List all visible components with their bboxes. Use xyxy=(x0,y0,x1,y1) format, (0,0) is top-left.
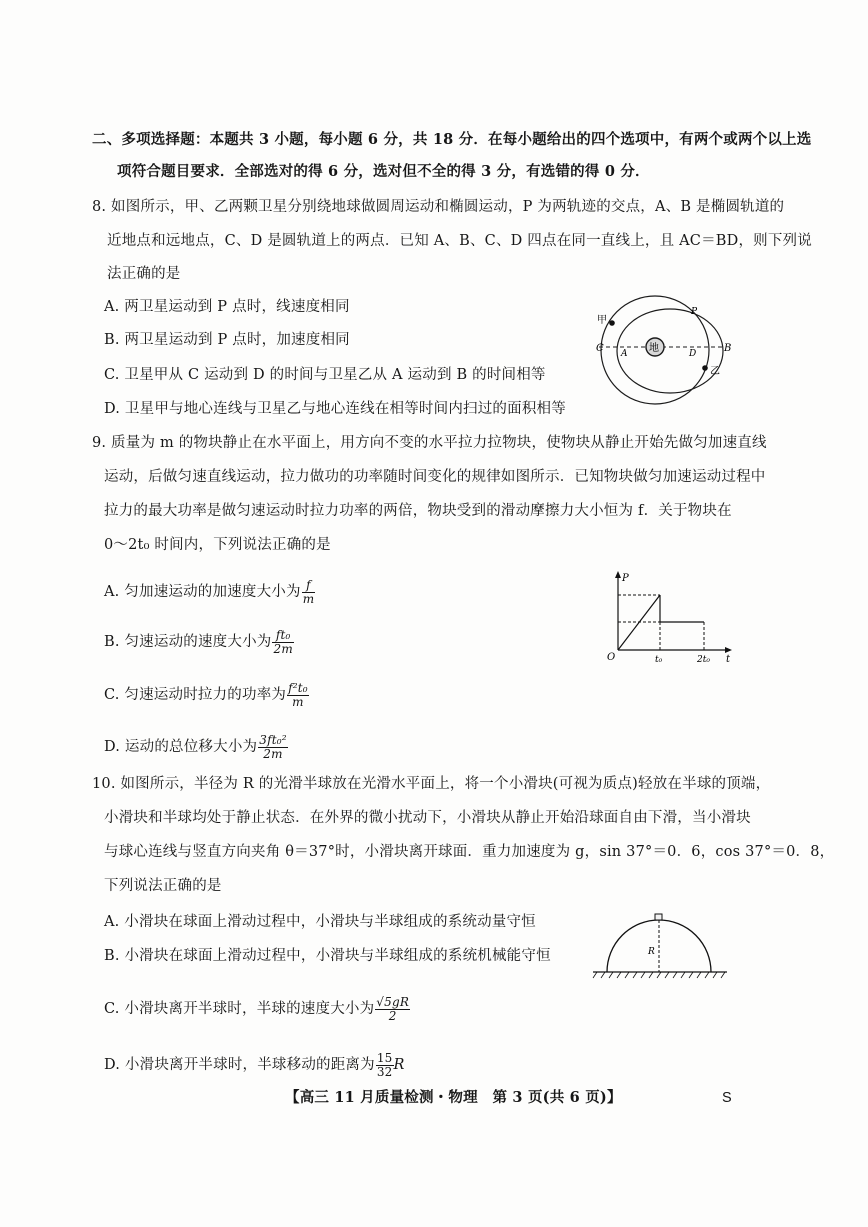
q8-option-a: A. 两卫星运动到 P 点时，线速度相同 xyxy=(104,299,350,315)
fraction-numerator: 15 xyxy=(376,1051,393,1065)
origin-label: O xyxy=(607,652,616,663)
q8-stem-line2: 近地点和远地点，C、D 是圆轨道上的两点．已知 A、B、C、D 四点在同一直线上，且 AC＝BD，则下列说 xyxy=(107,233,812,249)
fraction-denominator: 32 xyxy=(376,1064,393,1079)
q10-option-b: B. 小滑块在球面上滑动过程中，小滑块与半球组成的系统机械能守恒 xyxy=(104,948,551,964)
axis-label-p: P xyxy=(622,573,629,584)
q10-option-c-fraction xyxy=(375,996,410,1022)
fraction-denominator: 2m xyxy=(263,746,283,761)
earth-label: 地 xyxy=(649,343,659,354)
q9-stem-line1: 9. 质量为 m 的物块静止在水平面上，用方向不变的水平拉力拉物块，使物块从静止开始先做匀加速直线 xyxy=(92,435,767,451)
q8-option-d: D. 卫星甲与地心连线与卫星乙与地心连线在相等时间内扫过的面积相等 xyxy=(104,401,566,417)
q10-option-a: A. 小滑块在球面上滑动过程中，小滑块与半球组成的系统动量守恒 xyxy=(104,914,536,930)
label-c: C xyxy=(596,343,604,354)
q9-option-a-fraction xyxy=(302,579,316,605)
q9-stem-line2: 运动，后做匀速直线运动，拉力做功的功率随时间变化的规律如图所示．已知物块做匀加速运动过程中 xyxy=(104,469,766,485)
q10-option-d-fraction xyxy=(376,1052,394,1078)
y-axis-arrow-icon xyxy=(615,571,621,578)
q8-option-b: B. 两卫星运动到 P 点时，加速度相同 xyxy=(104,332,350,348)
fraction-numerator: ft₀ xyxy=(272,629,293,643)
label-yi: 乙 xyxy=(710,366,720,377)
q8-option-c: C. 卫星甲从 C 运动到 D 的时间与卫星乙从 A 运动到 B 的时间相等 xyxy=(104,367,546,383)
label-jia: 甲 xyxy=(597,315,607,326)
tick-label-t0: t₀ xyxy=(655,655,663,665)
fraction-numerator: f²t₀ xyxy=(288,681,308,695)
q9-option-b-fraction xyxy=(272,629,293,655)
fraction-denominator: 2 xyxy=(388,1008,397,1023)
fraction-numerator: √5gR xyxy=(376,995,410,1009)
q10-stem-line2: 小滑块和半球均处于静止状态．在外界的微小扰动下，小滑块从静止开始沿球面自由下滑，当小滑块 xyxy=(104,810,751,826)
slider-block-icon xyxy=(655,914,662,920)
x-axis-arrow-icon xyxy=(725,647,732,653)
power-time-graph xyxy=(598,568,738,668)
radius-label: R xyxy=(648,947,655,957)
fraction-denominator: m xyxy=(292,694,304,709)
q10-option-d-tail: R xyxy=(393,1057,405,1074)
label-d: D xyxy=(689,349,697,359)
q9-option-a-text: A. 匀加速运动的加速度大小为 xyxy=(104,584,301,601)
q10-option-d xyxy=(104,1052,405,1078)
q10-stem-line1: 10. 如图所示，半径为 R 的光滑半球放在光滑水平面上，将一个小滑块(可视为质点)轻放在半球的顶端， xyxy=(92,776,771,792)
label-p: P xyxy=(691,307,698,317)
q9-stem-line3: 拉力的最大功率是做匀速运动时拉力功率的两倍，物块受到的滑动摩擦力大小恒为 f．关于物块在 xyxy=(104,503,732,519)
q9-option-d-text: D. 运动的总位移大小为 xyxy=(104,739,258,756)
q10-stem-line4: 下列说法正确的是 xyxy=(104,878,222,894)
page-footer: 【高三 11 月质量检测・物理 第 3 页(共 6 页)】 xyxy=(285,1089,622,1106)
fraction-denominator: 2m xyxy=(273,641,293,656)
section-header-line1: 二、多项选择题：本题共 3 小题，每小题 6 分，共 18 分．在每小题给出的四个选项中，有两个或两个以上选 xyxy=(92,131,812,148)
fraction-numerator: f xyxy=(302,579,316,593)
label-a: A xyxy=(621,349,628,359)
page-code: S xyxy=(722,1090,732,1106)
q9-option-d xyxy=(104,734,288,760)
satellite-yi-icon xyxy=(702,365,708,371)
q9-option-c-fraction xyxy=(287,682,309,708)
q8-stem-line1: 8. 如图所示，甲、乙两颗卫星分别绕地球做圆周运动和椭圆运动，P 为两轨迹的交点，A、B 是椭圆轨道的 xyxy=(92,199,785,215)
orbit-diagram xyxy=(585,295,735,410)
q10-option-c-text: C. 小滑块离开半球时，半球的速度大小为 xyxy=(104,1001,375,1018)
satellite-jia-icon xyxy=(609,320,615,326)
section-header-line2: 项符合题目要求．全部选对的得 6 分，选对但不全的得 3 分，有选错的得 0 分． xyxy=(117,163,650,180)
q9-stem-line4: 0～2t₀ 时间内，下列说法正确的是 xyxy=(104,537,331,553)
fraction-numerator: 3ft₀² xyxy=(259,733,287,747)
fraction-denominator: m xyxy=(302,591,315,606)
q10-option-d-text: D. 小滑块离开半球时，半球移动的距离为 xyxy=(104,1057,375,1074)
hemisphere-diagram xyxy=(585,905,735,985)
q9-option-a xyxy=(104,579,315,605)
axis-label-t: t xyxy=(726,654,731,665)
elliptical-orbit xyxy=(617,309,723,393)
q9-option-c xyxy=(104,682,309,708)
q10-option-c xyxy=(104,996,410,1022)
q9-option-c-text: C. 匀速运动时拉力的功率为 xyxy=(104,687,287,704)
tick-label-2t0: 2t₀ xyxy=(697,655,710,665)
q9-option-d-fraction xyxy=(258,734,288,760)
q9-option-b xyxy=(104,629,294,655)
label-b: B xyxy=(724,343,732,354)
q10-stem-line3: 与球心连线与竖直方向夹角 θ＝37°时，小滑块离开球面．重力加速度为 g，sin 37°＝0．6，cos 37°＝0．8， xyxy=(104,844,835,860)
q9-option-b-text: B. 匀速运动的速度大小为 xyxy=(104,634,272,651)
ground-hatch xyxy=(593,972,725,978)
q8-stem-line3: 法正确的是 xyxy=(107,266,181,282)
